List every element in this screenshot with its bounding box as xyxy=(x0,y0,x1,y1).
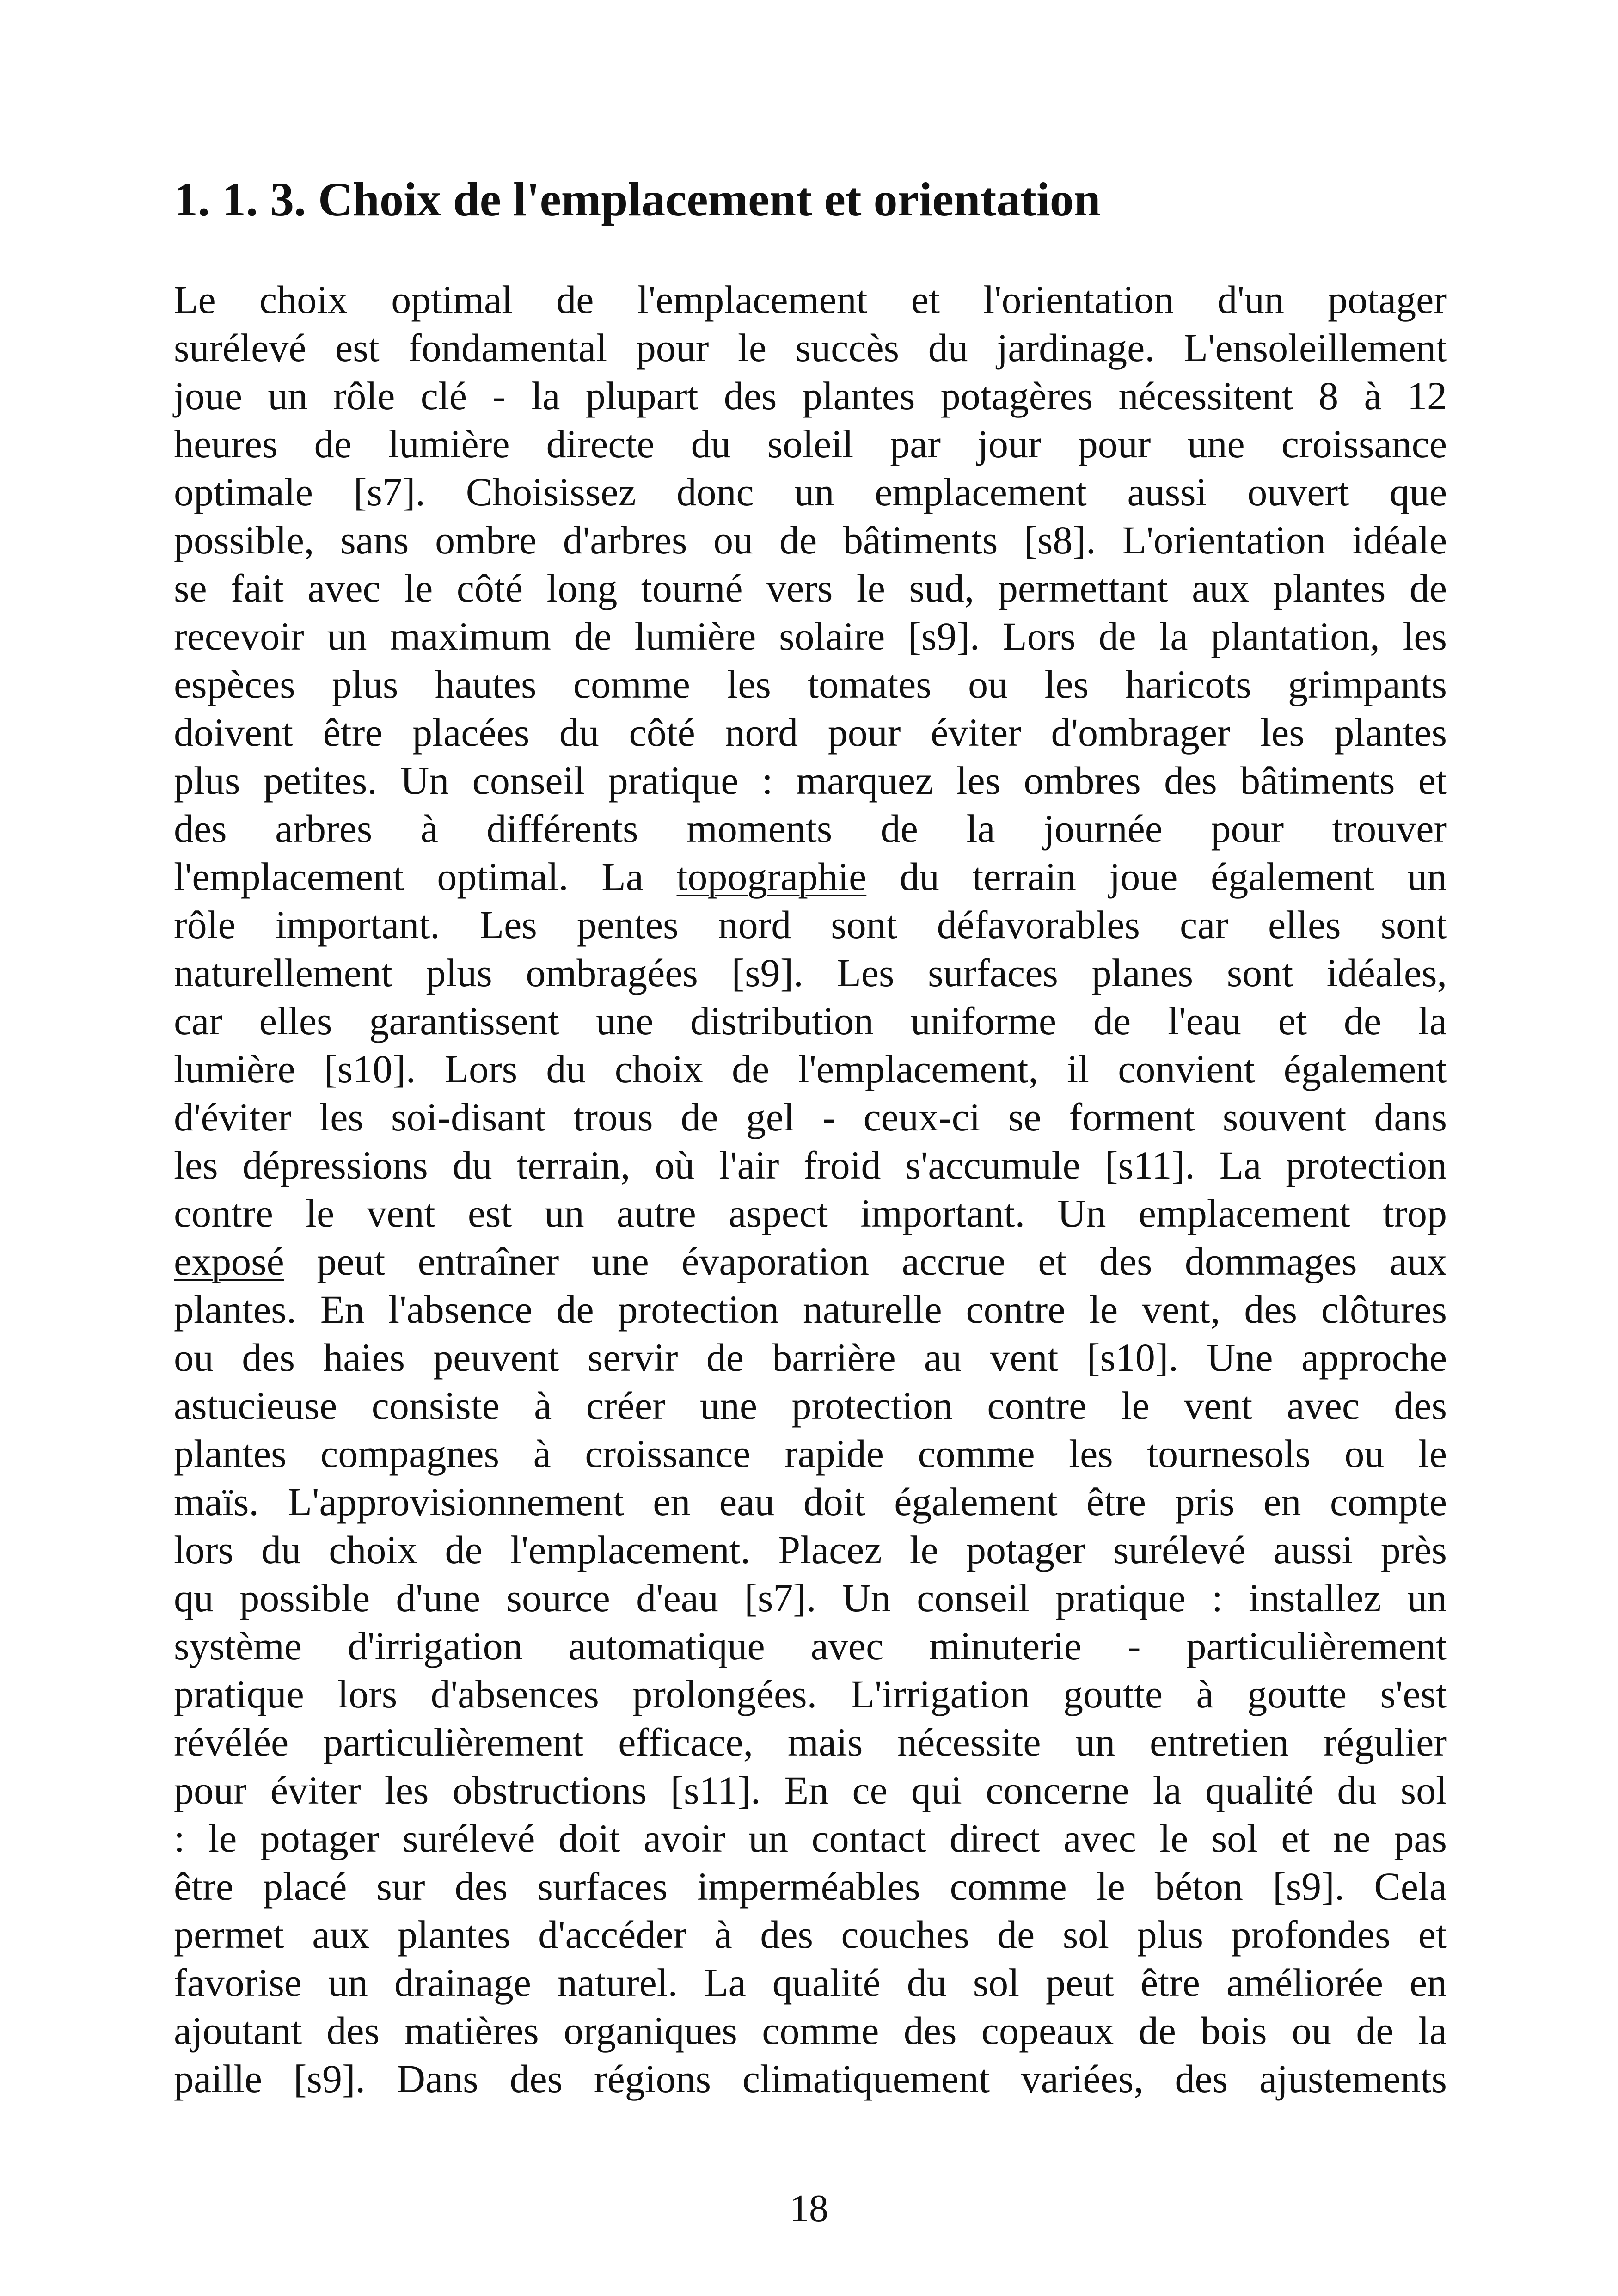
text-run: rôle important. Les pentes nord sont défavorables car elles sont xyxy=(174,902,1447,947)
text-run: astucieuse consiste à créer une protection contre le vent avec des xyxy=(174,1383,1447,1428)
paragraph-line xyxy=(174,1766,1447,1814)
paragraph-line xyxy=(174,1526,1447,1574)
paragraph-line xyxy=(174,756,1447,804)
paragraph-line xyxy=(174,1141,1447,1189)
paragraph-line xyxy=(174,324,1447,372)
body-paragraph xyxy=(174,276,1447,2103)
text-run: plantes. En l'absence de protection naturelle contre le vent, des clôtures xyxy=(174,1287,1447,1332)
text-run: système d'irrigation automatique avec minuterie - particulièrement xyxy=(174,1624,1447,1668)
page-number: 18 xyxy=(790,2187,828,2230)
text-run: doivent être placées du côté nord pour éviter d'ombrager les plantes xyxy=(174,710,1447,755)
paragraph-line xyxy=(174,1718,1447,1766)
paragraph-line xyxy=(174,468,1447,516)
paragraph-line xyxy=(174,1285,1447,1333)
text-run: optimale [s7]. Choisissez donc un emplacement aussi ouvert que xyxy=(174,470,1447,514)
paragraph-line xyxy=(174,804,1447,853)
paragraph-line xyxy=(174,2007,1447,2055)
paragraph-line xyxy=(174,612,1447,660)
text-run: recevoir un maximum de lumière solaire [s9]. Lors de la plantation, les xyxy=(174,614,1447,658)
text-run: l'emplacement optimal. La xyxy=(174,854,677,899)
paragraph-line xyxy=(174,1237,1447,1285)
paragraph-line xyxy=(174,1333,1447,1381)
text-run: des arbres à différents moments de la journée pour trouver xyxy=(174,806,1447,851)
text-run: naturellement plus ombragées [s9]. Les surfaces planes sont idéales, xyxy=(174,951,1447,995)
section-heading: 1. 1. 3. Choix de l'emplacement et orientation xyxy=(174,173,1101,226)
text-run: se fait avec le côté long tourné vers le sud, permettant aux plantes de xyxy=(174,566,1447,610)
text-run: plus petites. Un conseil pratique : marquez les ombres des bâtiments et xyxy=(174,758,1447,803)
text-run: être placé sur des surfaces imperméables comme le béton [s9]. Cela xyxy=(174,1864,1447,1909)
paragraph-line xyxy=(174,997,1447,1045)
paragraph-line xyxy=(174,564,1447,612)
paragraph-line xyxy=(174,853,1447,901)
paragraph-line xyxy=(174,708,1447,756)
paragraph-line xyxy=(174,1430,1447,1478)
paragraph-line xyxy=(174,1093,1447,1141)
text-run: plantes compagnes à croissance rapide comme les tournesols ou le xyxy=(174,1431,1447,1476)
paragraph-line xyxy=(174,1189,1447,1237)
paragraph-line xyxy=(174,1862,1447,1910)
paragraph-line xyxy=(174,372,1447,420)
text-run: paille [s9]. Dans des régions climatiquement variées, des ajustements xyxy=(174,2057,1447,2101)
paragraph-line xyxy=(174,901,1447,949)
text-run: lumière [s10]. Lors du choix de l'emplacement, il convient également xyxy=(174,1047,1447,1091)
text-run: maïs. L'approvisionnement en eau doit également être pris en compte xyxy=(174,1480,1447,1524)
paragraph-line xyxy=(174,420,1447,468)
paragraph-line xyxy=(174,1381,1447,1430)
text-run: : le potager surélevé doit avoir un contact direct avec le sol et ne pas xyxy=(174,1816,1447,1860)
text-run: Le choix optimal de l'emplacement et l'orientation d'un potager xyxy=(174,277,1447,322)
text-run: lors du choix de l'emplacement. Placez le potager surélevé aussi près xyxy=(174,1528,1447,1572)
text-run: favorise un drainage naturel. La qualité du sol peut être améliorée en xyxy=(174,1960,1447,2005)
text-run: joue un rôle clé - la plupart des plantes potagères nécessitent 8 à 12 xyxy=(174,374,1447,418)
text-run: peut entraîner une évaporation accrue et des dommages aux xyxy=(284,1239,1447,1283)
underlined-term-topographie: topographie xyxy=(676,854,867,899)
text-run: heures de lumière directe du soleil par jour pour une croissance xyxy=(174,422,1447,466)
text-run: du terrain joue également un xyxy=(866,854,1447,899)
paragraph-line xyxy=(174,1045,1447,1093)
text-run: possible, sans ombre d'arbres ou de bâtiments [s8]. L'orientation idéale xyxy=(174,518,1447,562)
paragraph-line xyxy=(174,2055,1447,2103)
text-run: car elles garantissent une distribution uniforme de l'eau et de la xyxy=(174,999,1447,1043)
text-run: les dépressions du terrain, où l'air froid s'accumule [s11]. La protection xyxy=(174,1143,1447,1187)
text-run: pour éviter les obstructions [s11]. En ce qui concerne la qualité du sol xyxy=(174,1768,1447,1812)
underlined-term-expose: exposé xyxy=(174,1239,284,1283)
paragraph-line xyxy=(174,1574,1447,1622)
paragraph-line xyxy=(174,516,1447,564)
text-run: espèces plus hautes comme les tomates ou les haricots grimpants xyxy=(174,662,1447,706)
text-run: contre le vent est un autre aspect important. Un emplacement trop xyxy=(174,1191,1447,1235)
paragraph-line xyxy=(174,1814,1447,1862)
paragraph-line xyxy=(174,1910,1447,1958)
paragraph-line xyxy=(174,949,1447,997)
paragraph-line xyxy=(174,660,1447,708)
paragraph-line xyxy=(174,1622,1447,1670)
text-run: qu possible d'une source d'eau [s7]. Un conseil pratique : installez un xyxy=(174,1576,1447,1620)
paragraph-line xyxy=(174,1478,1447,1526)
text-run: pratique lors d'absences prolongées. L'irrigation goutte à goutte s'est xyxy=(174,1672,1447,1716)
paragraph-line xyxy=(174,1670,1447,1718)
text-run: d'éviter les soi-disant trous de gel - ceux-ci se forment souvent dans xyxy=(174,1095,1447,1139)
text-run: ajoutant des matières organiques comme des copeaux de bois ou de la xyxy=(174,2008,1447,2053)
text-run: permet aux plantes d'accéder à des couches de sol plus profondes et xyxy=(174,1912,1447,1957)
paragraph-line xyxy=(174,1958,1447,2007)
text-run: révélée particulièrement efficace, mais nécessite un entretien régulier xyxy=(174,1720,1447,1764)
text-run: surélevé est fondamental pour le succès du jardinage. L'ensoleillement xyxy=(174,325,1447,370)
text-run: ou des haies peuvent servir de barrière au vent [s10]. Une approche xyxy=(174,1335,1447,1380)
paragraph-line xyxy=(174,276,1447,324)
